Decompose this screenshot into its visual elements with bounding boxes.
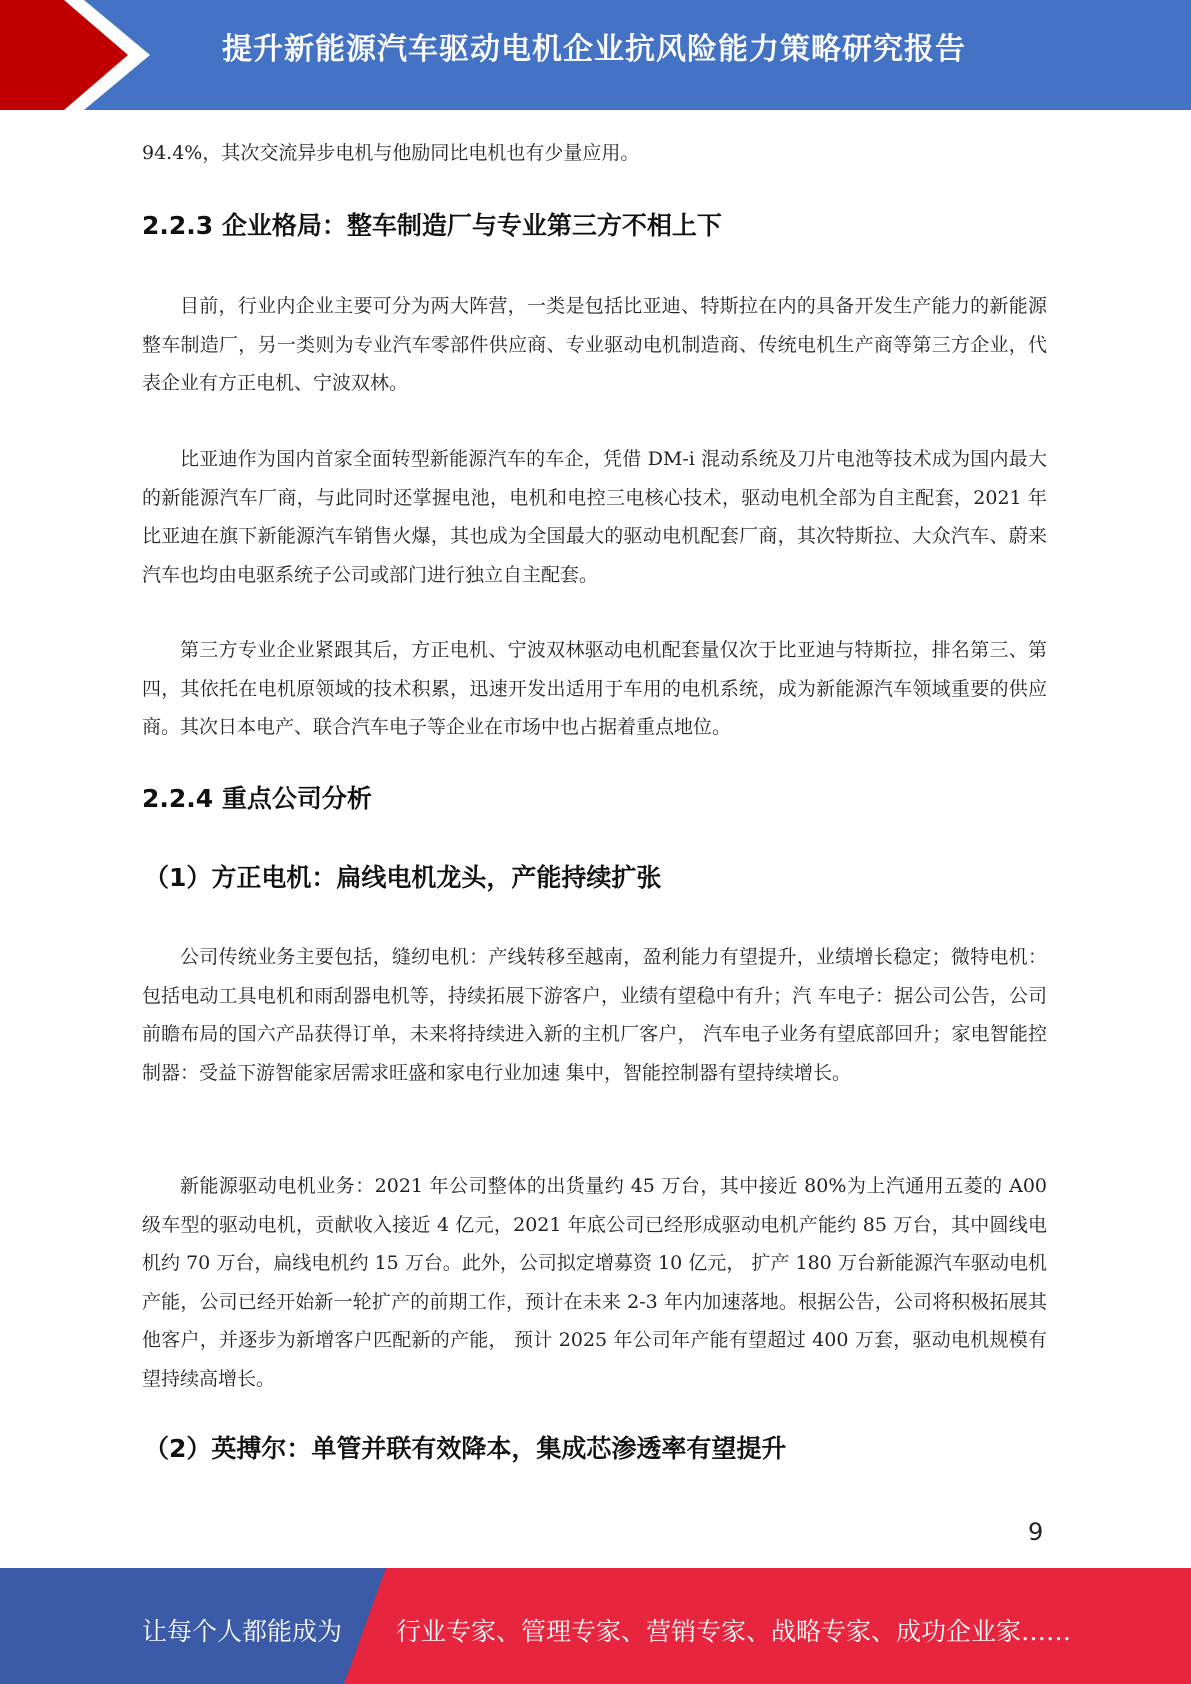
section-2-2-3-paragraph-2: 比亚迪作为国内首家全面转型新能源汽车的车企，凭借 DM-i 混动系统及刀片电池等技术成为国内最大的新能源汽车厂商，与此同时还掌握电池，电机和电控三电核心技术，驱动电机全部为自主配套，2021 年比亚迪在旗下新能源汽车销售火爆，其也成为全国最大的驱动电机配套厂商，其次特斯拉、大众汽车、蔚来汽车也均由电驱系统子公司或部门进行独立自主配套。: [142, 448, 1047, 586]
header-chevron-decoration: [0, 0, 150, 110]
fangzheng-paragraph-2: 新能源驱动电机业务：2021 年公司整体的出货量约 45 万台，其中接近 80%为上汽通用五菱的 A00 级车型的驱动电机，贡献收入接近 4 亿元，2021 年底公司已经形成驱动电机产能约 85 万台，其中圆线电机约 70 万台，扁线电机约 15 万台。此外，公司拟定增募资 10 亿元， 扩产 180 万台新能源汽车驱动电机产能，公司已经开始新一轮扩产的前期工作，预计在未来 2-3 年内加速落地。根据公告，公司将积极拓展其他客户，并逐步为新增客户匹配新的产能， 预计 2025 年公司年产能有望超过 400 万套，驱动电机规模有望持续高增长。: [142, 1175, 1047, 1390]
page-footer: [0, 1568, 1191, 1684]
section-heading-2-2-3: 2.2.3 企业格局：整车制造厂与专业第三方不相上下: [142, 211, 722, 240]
report-title: 提升新能源汽车驱动电机企业抗风险能力策略研究报告: [222, 32, 966, 67]
page-header: [0, 0, 1191, 110]
intro-line: 94.4%，其次交流异步电机与他励同比电机也有少量应用。: [142, 142, 640, 164]
footer-slogan-left: 让每个人都能成为: [142, 1617, 343, 1646]
section-2-2-3-paragraph-1: 目前，行业内企业主要可分为两大阵营，一类是包括比亚迪、特斯拉在内的具备开发生产能力的新能源整车制造厂，另一类则为专业汽车零部件供应商、专业驱动电机制造商、传统电机生产商等第三方企业，代表企业有方正电机、宁波双林。: [142, 295, 1047, 394]
footer-slogan-right: 行业专家、管理专家、营销专家、战略专家、成功企业家……: [396, 1617, 1072, 1646]
section-heading-2-2-4: 2.2.4 重点公司分析: [142, 784, 372, 813]
subsection-heading-fangzheng: （1）方正电机：扁线电机龙头，产能持续扩张: [144, 863, 662, 892]
intro-paragraph: [142, 134, 1047, 173]
section-2-2-3-paragraph-3: 第三方专业企业紧跟其后，方正电机、宁波双林驱动电机配套量仅次于比亚迪与特斯拉，排名第三、第四，其依托在电机原领域的技术积累，迅速开发出适用于车用的电机系统，成为新能源汽车领域重要的供应商。其次日本电产、联合汽车电子等企业在市场中也占据着重点地位。: [142, 639, 1047, 738]
subsection-heading-yingboer: （2）英搏尔：单管并联有效降本，集成芯渗透率有望提升: [144, 1434, 787, 1463]
fangzheng-paragraph-1: 公司传统业务主要包括，缝纫电机：产线转移至越南，盈利能力有望提升，业绩增长稳定；微特电机：包括电动工具电机和雨刮器电机等，持续拓展下游客户，业绩有望稳中有升；汽 车电子：据公司公告，公司前瞻布局的国六产品获得订单，未来将持续进入新的主机厂客户， 汽车电子业务有望底部回升；家电智能控制器：受益下游智能家居需求旺盛和家电行业加速 集中，智能控制器有望持续增长。: [142, 946, 1047, 1084]
page-number: 9: [1028, 1518, 1044, 1546]
